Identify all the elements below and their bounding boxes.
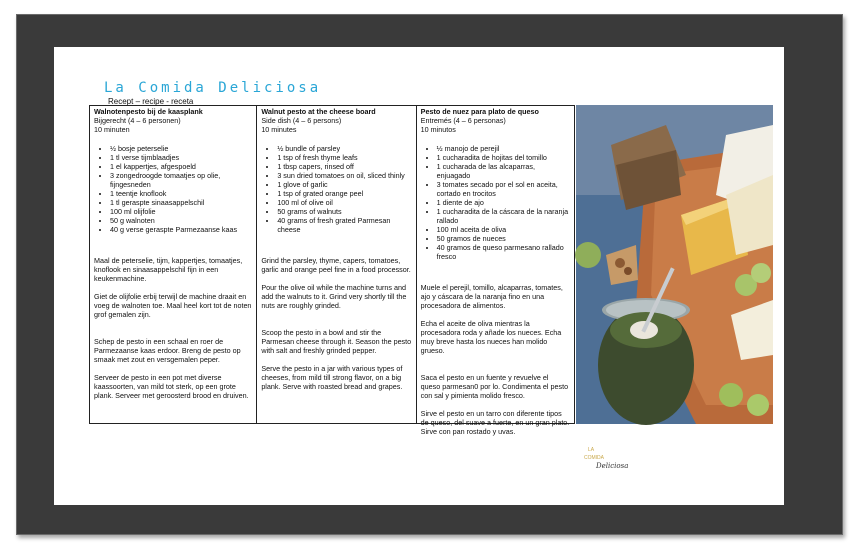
ingredient-item: • 40 gramos de queso parmesano rallado fresco (437, 243, 570, 261)
brand-logo (584, 447, 634, 477)
recipe-column-english (257, 106, 416, 423)
ingredient-list (261, 144, 411, 234)
ingredient-item: • 100 ml olijfolie (110, 207, 252, 216)
ingredient-list (421, 144, 570, 261)
ingredient-item: • 100 ml of olive oil (277, 198, 411, 207)
recipe-time: 10 minutes (261, 125, 297, 134)
instruction-steps (421, 283, 570, 436)
instruction-step: Scoop the pesto in a bowl and stir the Parmesan cheese through it. Season the pesto with salt and freshly grinded pepper. (261, 328, 412, 355)
instruction-steps (94, 256, 252, 400)
recipe-course: Bijgerecht (4 – 6 personen) (94, 116, 181, 125)
instruction-steps (261, 256, 411, 391)
logo-text: Deliciosa (596, 462, 629, 470)
recipe-column-dutch (90, 106, 257, 423)
ingredient-item: • 40 g verse geraspte Parmezaanse kaas (110, 225, 252, 234)
instruction-step: Maal de peterselie, tijm, kappertjes, tomaatjes, knoflook en sinaasappelschil fijn in een keukenmachine. (94, 256, 243, 283)
recipe-title: Pesto de nuez para plato de queso (420, 107, 539, 116)
brand-title: La Comida Deliciosa (104, 80, 322, 96)
ingredient-item: • 100 ml aceita de oliva (437, 225, 570, 234)
ingredient-item: • ½ bundle of parsley (277, 144, 411, 153)
ingredient-item: • 50 grams of walnuts (277, 207, 411, 216)
ingredient-item: • 3 zongedroogde tomaatjes op olie, fijngesneden (110, 171, 252, 189)
instruction-step: Muele el perejil, tomillo, alcaparras, tomates, ajo y cáscara de la naranja fino en una procesadora de alimentos. (420, 283, 563, 310)
recipe-time: 10 minuten (94, 125, 130, 134)
recipe-title: Walnut pesto at the cheese board (261, 107, 376, 116)
ingredient-item: • 50 g walnoten (110, 216, 252, 225)
instruction-step: Grind the parsley, thyme, capers, tomatoes, garlic and orange peel fine in a food processor. (261, 256, 411, 274)
ingredient-item: • 1 tsp of fresh thyme leafs (277, 153, 411, 162)
ingredient-item: • 1 cucharadita de hojitas del tomillo (437, 153, 570, 162)
instruction-step: Serve the pesto in a jar with various types of cheeses, from mild till strong flavor, on a big plank. Serve with roasted bread and grapes. (261, 364, 403, 391)
instruction-step: Saca el pesto en un fuente y revuelve el queso parmesan0 por lo. Condimenta el pesto con sal y pimienta molido fresco. (420, 373, 569, 400)
recipe-table (89, 105, 575, 436)
logo-text: LA (588, 447, 595, 453)
ingredient-item: • 1 tl verse tijmblaadjes (110, 153, 252, 162)
recipe-course: Side dish (4 – 6 persons) (261, 116, 342, 125)
ingredient-list (94, 144, 252, 234)
ingredient-item: • 1 tsp of grated orange peel (277, 189, 411, 198)
ingredient-item: • ½ bosje peterselie (110, 144, 252, 153)
ingredient-item: • 50 gramos de nueces (437, 234, 570, 243)
instruction-step: Giet de olijfolie erbij terwijl de machine draait en voeg de walnoten toe. Maal heel kort tot de noten grof gemalen zijn. (94, 292, 252, 319)
instruction-step: Serveer de pesto in een pot met diverse kaassoorten, van mild tot sterk, op een grote plank. Serveer met geroosterd brood en druiven. (94, 373, 249, 400)
ingredient-item: • 1 glove of garlic (277, 180, 411, 189)
ingredient-item: • 3 tomates secado por el sol en aceita, cortado en trocitos (437, 180, 570, 198)
instruction-step: Sirve el pesto en un tarro con diferente tipos de queso, del suave a fuerte, en un gran plato. Sirve con pan rostado y uvas. (420, 409, 570, 436)
ingredient-item: • 1 teentje knoflook (110, 189, 252, 198)
ingredient-item: • ½ manojo de perejil (437, 144, 570, 153)
ingredient-item: • 1 cucharadita de la cáscara de la naranja rallado (437, 207, 570, 225)
ingredient-item: • 1 tbsp capers, rinsed off (277, 162, 411, 171)
page-subtitle: Recept – recipe - receta (108, 97, 194, 106)
recipe-title: Walnotenpesto bij de kaasplank (94, 107, 203, 116)
recipe-course: Entremés (4 – 6 personas) (420, 116, 506, 125)
instruction-step: Echa el aceite de oliva mientras la procesadora roda y añade los nueces. Echa muy breve hasta los nueces han molido grueso. (420, 319, 562, 355)
ingredient-item: • 1 cucharada de las alcaparras, enjuagado (437, 162, 570, 180)
instruction-step: Pour the olive oil while the machine turns and add the walnuts to it. Grind very shortly till the nuts are roughly grinded. (261, 283, 407, 310)
ingredient-item: • 3 sun dried tomatoes on oil, sliced thinly (277, 171, 411, 180)
ingredient-item: • 40 grams of fresh grated Parmesan cheese (277, 216, 411, 234)
recipe-page (54, 47, 784, 505)
recipe-column-spanish (417, 106, 574, 436)
ingredient-item: • 1 el kappertjes, afgespoeld (110, 162, 252, 171)
instruction-step: Schep de pesto in een schaal en roer de Parmezaanse kaas erdoor. Breng de pesto op smaak met zout en versgemalen peper. (94, 337, 241, 364)
ingredient-item: • 1 tl geraspte sinaasappelschil (110, 198, 252, 207)
logo-text: COMIDA (584, 455, 604, 461)
recipe-time: 10 minutos (420, 125, 456, 134)
ingredient-item: • 1 diente de ajo (437, 198, 570, 207)
pesto-cheese-board-photo (576, 105, 773, 424)
